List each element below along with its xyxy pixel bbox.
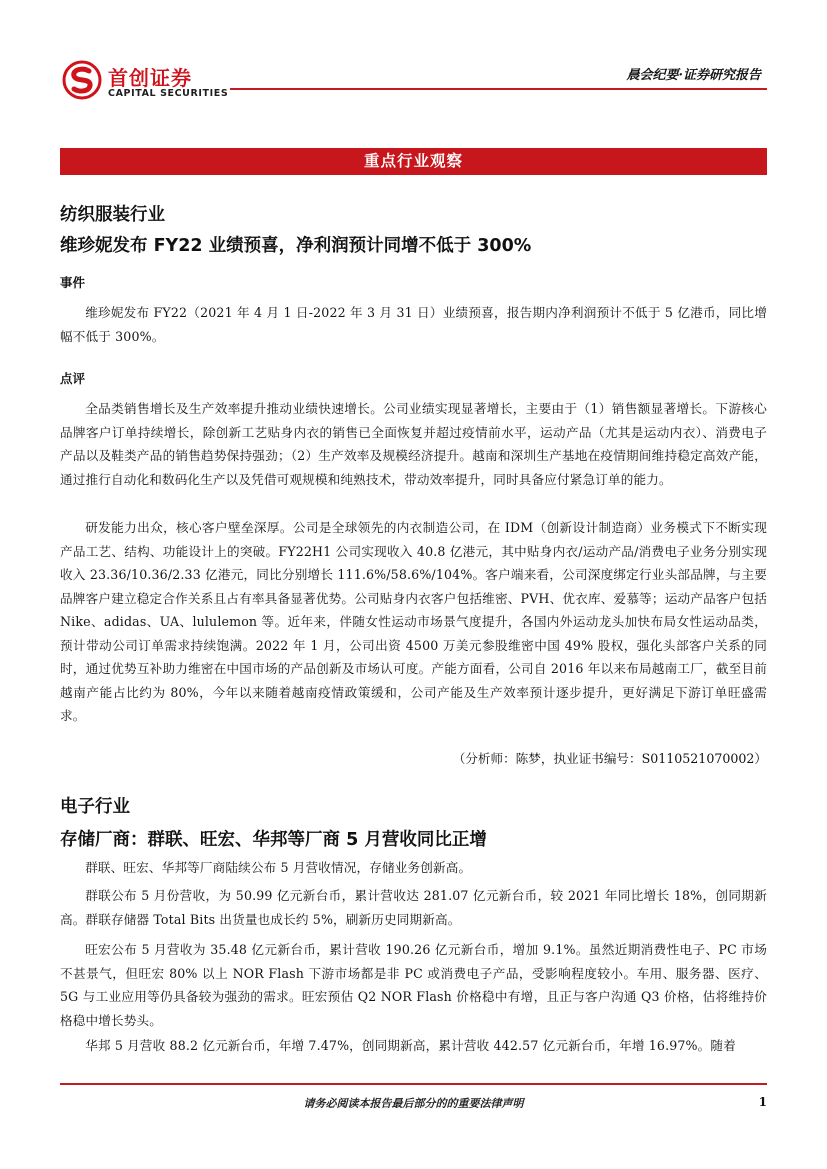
electronics-paragraph-3: 旺宏公布 5 月营收为 35.48 亿元新台币，累计营收 190.26 亿元新台币，增加 9.1%。虽然近期消费性电子、PC 市场不甚景气，但旺宏 80% 以上 NOR Flash 下游市场都是非 PC 或消费电子产品，受影响程度较小。车用、服务器、医疗、5G 与工业应用等仍具备较为强劲的需求。旺宏预估 Q2 NOR Flash 价格稳中有增，且正与客户沟通 Q3 价格，估将维持价格稳中增长势头。 <box>60 942 767 1028</box>
comment-label: 点评 <box>60 371 86 386</box>
electronics-paragraph-2: 群联公布 5 月份营收，为 50.99 亿元新台币，累计营收达 281.07 亿元新台币，较 2021 年同比增长 18%，创同期新高。群联存储器 Total Bits 出货量也成长约 5%，刷新历史同期新高。 <box>60 888 767 927</box>
event-paragraph: 维珍妮发布 FY22（2021 年 4 月 1 日-2022 年 3 月 31 日）业绩预喜，报告期内净利润预计不低于 5 亿港币，同比增幅不低于 300%。 <box>60 305 767 344</box>
report-type-title: 晨会纪要·证券研究报告 <box>626 68 761 83</box>
event-label: 事件 <box>60 275 86 290</box>
industry-heading-electronics: 电子行业 <box>60 797 130 817</box>
analyst-credit: （分析师：陈梦，执业证书编号：S0110521070002） <box>452 751 767 766</box>
electronics-paragraph-4: 华邦 5 月营收 88.2 亿元新台币，年增 7.47%，创同期新高，累计营收 442.57 亿元新台币，年增 16.97%。随着 <box>85 1038 736 1053</box>
comment-paragraph-2: 研发能力出众，核心客户壁垒深厚。公司是全球领先的内衣制造公司，在 IDM（创新设计制造商）业务模式下不断实现产品工艺、结构、功能设计上的突破。FY22H1 公司实现收入 40.8 亿港元，其中贴身内衣/运动产品/消费电子业务分别实现收入 23.36/10.36/2.33 亿港元，同比分别增长 111.6%/58.6%/104%。客户端来看，公司深度绑定行业头部品牌，与主要品牌客户建立稳定合作关系且占有率具备显著优势。公司贴身内衣客户包括维密、PVH、优衣库、爱慕等；运动产品客户包括 Nike、adidas、UA、lululemon 等。近年来，伴随女性运动市场景气度提升，各国内外运动龙头加快布局女性运动品类，预计带动公司订单需求持续饱满。2022 年 1 月，公司出资 4500 万美元参股维密中国 49% 股权，强化头部客户关系的同时，通过优势互补助力维密在中国市场的产品创新及市场认可度。产能方面看，公司自 2016 年以来布局越南工厂，截至目前越南产能占比约为 80%，今年以来随着越南疫情政策缓和，公司产能及生产效率预计逐步提升，更好满足下游订单旺盛需求。 <box>60 520 767 723</box>
article-headline-1: 维珍妮发布 FY22 业绩预喜，净利润预计同增不低于 300% <box>60 236 532 256</box>
footer-divider <box>60 1083 767 1085</box>
electronics-paragraph-1: 群联、旺宏、华邦等厂商陆续公布 5 月营收情况，存储业务创新高。 <box>85 860 472 875</box>
industry-heading-textile: 纺织服装行业 <box>60 205 165 225</box>
article-headline-2: 存储厂商：群联、旺宏、华邦等厂商 5 月营收同比正增 <box>60 830 487 850</box>
comment-paragraph-1: 全品类销售增长及生产效率提升推动业绩快速增长。公司业绩实现显著增长，主要由于（1）销售额显著增长。下游核心品牌客户订单持续增长，除创新工艺贴身内衣的销售已全面恢复并超过疫情前水平，运动产品（尤其是运动内衣）、消费电子产品以及鞋类产品的销售趋势保持强劲；（2）生产效率及规模经济提升。越南和深圳生产基地在疫情期间维持稳定高效产能，通过推行自动化和数码化生产以及凭借可观规模和纯熟技术，带动效率提升，同时具备应付紧急订单的能力。 <box>60 401 767 487</box>
header-divider <box>230 88 767 90</box>
section-banner: 重点行业观察 <box>60 148 767 175</box>
logo-chinese-name: 首创证券 <box>108 66 192 90</box>
logo-english-name: CAPITAL SECURITIES <box>108 88 229 99</box>
legal-disclaimer-note: 请务必阅读本报告最后部分的的重要法律声明 <box>303 1097 524 1110</box>
company-logo <box>62 60 252 104</box>
page-number: 1 <box>758 1095 767 1109</box>
logo-mark-icon <box>62 60 102 100</box>
